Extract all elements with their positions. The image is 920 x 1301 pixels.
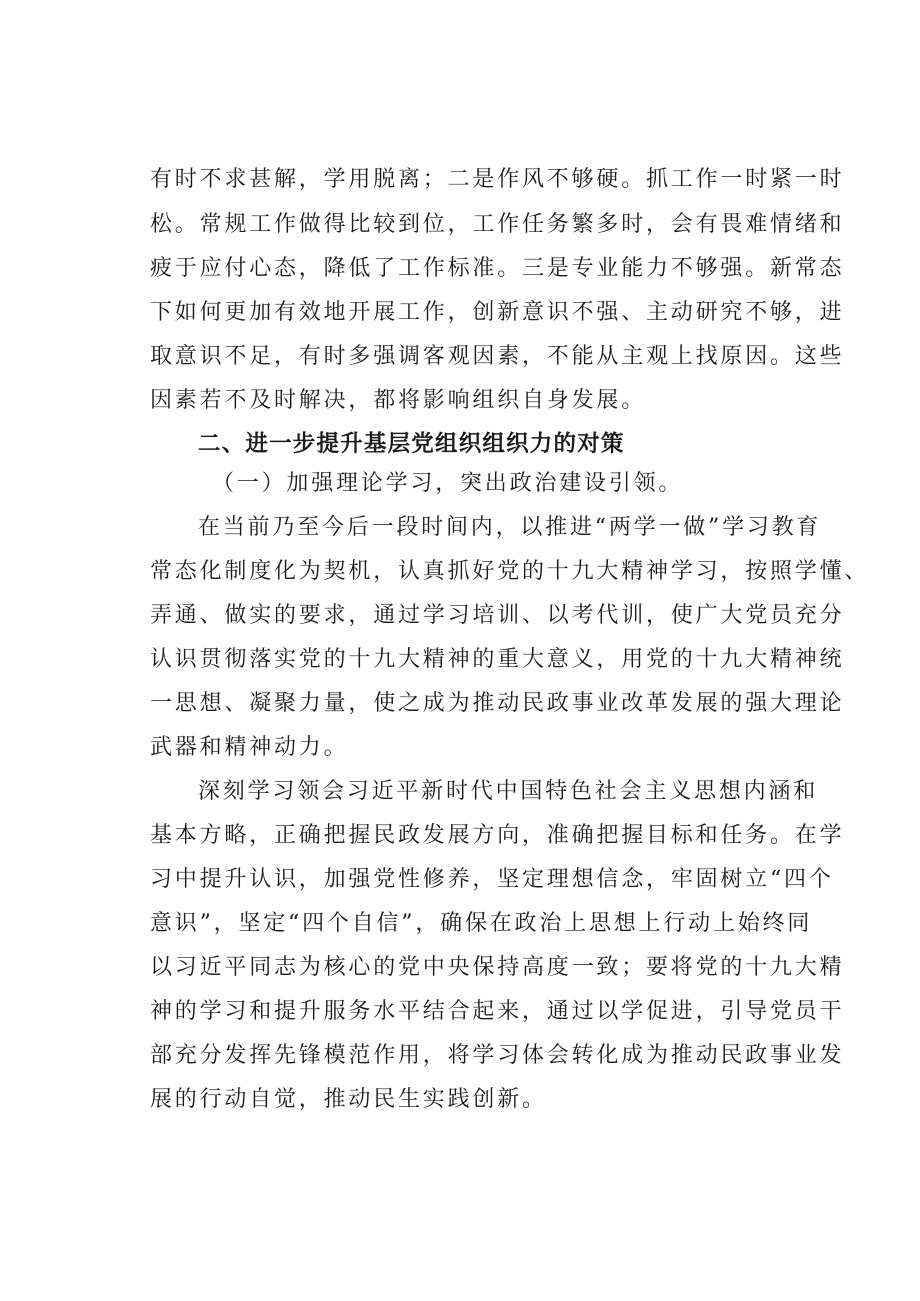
paragraph-line: 取意识不足，有时多强调客观因素，不能从主观上找原因。这些 <box>150 344 845 369</box>
paragraph-line: 武器和精神动力。 <box>150 735 349 760</box>
paragraph-line: 在当前乃至今后一段时间内，以推进“两学一做”学习教育 <box>198 515 822 540</box>
paragraph-line: 意识”，坚定“四个自信”，确保在政治上思想上行动上始终同 <box>150 911 813 936</box>
paragraph-line: 疲于应付心态，降低了工作标准。三是专业能力不够强。新常态 <box>150 256 845 281</box>
paragraph-line: 基本方略，正确把握民政发展方向，准确把握目标和任务。在学 <box>150 823 845 848</box>
paragraph-line: 常态化制度化为契机，认真抓好党的十九大精神学习，按照学懂、 <box>150 559 870 584</box>
paragraph-line: 深刻学习领会习近平新时代中国特色社会主义思想内涵和 <box>198 779 819 804</box>
paragraph-line: 认识贯彻落实党的十九大精神的重大意义，用党的十九大精神统 <box>150 647 845 672</box>
paragraph-line: 展的行动自觉，推动民生实践创新。 <box>150 1087 547 1112</box>
paragraph-line: 有时不求甚解，学用脱离；二是作风不够硬。抓工作一时紧一时 <box>150 167 845 192</box>
paragraph-line: 习中提升认识，加强党性修养，坚定理想信念，牢固树立“四个 <box>150 867 834 892</box>
paragraph-line: 松。常规工作做得比较到位，工作任务繁多时，会有畏难情绪和 <box>150 212 845 237</box>
paragraph-line: 一思想、凝聚力量，使之成为推动民政事业改革发展的强大理论 <box>150 691 845 716</box>
paragraph-line: 神的学习和提升服务水平结合起来，通过以学促进，引导党员干 <box>150 999 845 1024</box>
paragraph-line: 部充分发挥先锋模范作用，将学习体会转化成为推动民政事业发 <box>150 1043 845 1068</box>
paragraph-line: 因素若不及时解决，都将影响组织自身发展。 <box>150 388 647 413</box>
subsection-heading: （一）加强理论学习，突出政治建设引领。 <box>212 471 684 496</box>
paragraph-line: 下如何更加有效地开展工作，创新意识不强、主动研究不够，进 <box>150 300 845 325</box>
paragraph-line: 弄通、做实的要求，通过学习培训、以考代训，使广大党员充分 <box>150 603 845 628</box>
section-heading: 二、进一步提升基层党组织组织力的对策 <box>198 431 625 457</box>
paragraph-line: 以习近平同志为核心的党中央保持高度一致；要将党的十九大精 <box>150 955 845 980</box>
